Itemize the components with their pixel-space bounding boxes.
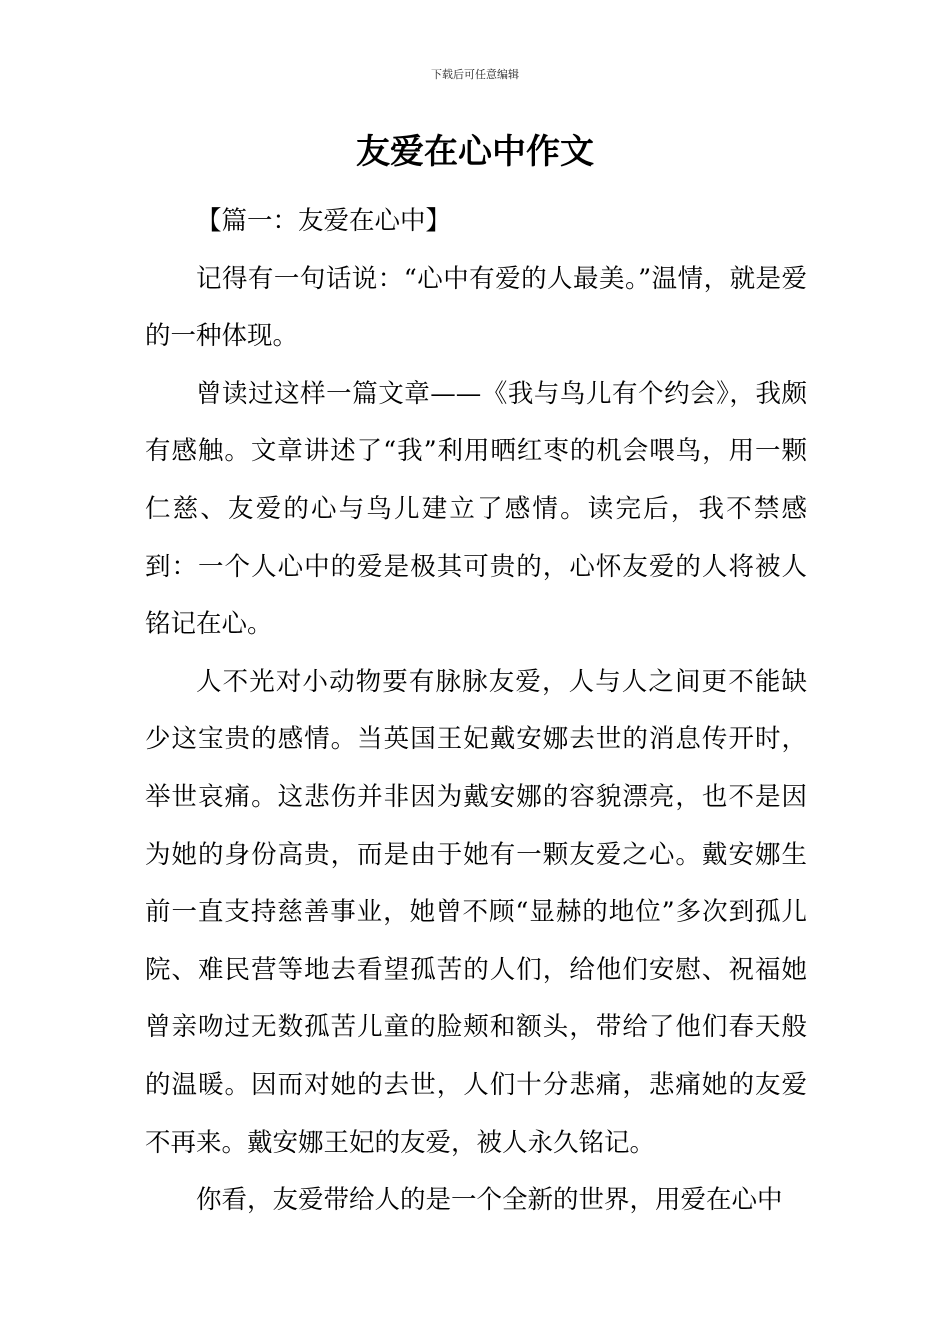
paragraph: 人不光对小动物要有脉脉友爱，人与人之间更不能缺少这宝贵的感情。当英国王妃戴安娜去世的消息传开时，举世哀痛。这悲伤并非因为戴安娜的容貌漂亮，也不是因为她的身份高贵，而是由于她有一颗友爱之心。戴安娜生前一直支持慈善事业，她曾不顾“显赫的地位”多次到孤儿院、难民营等地去看望孤苦的人们，给他们安慰、祝福她曾亲吻过无数孤苦儿童的脸颊和额头，带给了他们春天般的温暖。因而对她的去世，人们十分悲痛，悲痛她的友爱不再来。戴安娜王妃的友爱，被人永久铭记。 bbox=[145, 666, 807, 1158]
paragraph: 记得有一句话说：“心中有爱的人最美。”温情，就是爱的一种体现。 bbox=[145, 263, 807, 352]
header-note: 下载后可任意编辑 bbox=[431, 68, 519, 81]
section-heading: 【篇一：友爱在心中】 bbox=[196, 206, 452, 236]
paragraph: 你看，友爱带给人的是一个全新的世界，用爱在心中 bbox=[196, 1185, 783, 1216]
paragraph: 曾读过这样一篇文章——《我与鸟儿有个约会》，我颇有感触。文章讲述了“我”利用晒红枣的机会喂鸟，用一颗仁慈、友爱的心与鸟儿建立了感情。读完后，我不禁感到：一个人心中的爱是极其可贵的，心怀友爱的人将被人铭记在心。 bbox=[145, 378, 807, 640]
document-body bbox=[145, 193, 807, 1230]
document-title: 友爱在心中作文 bbox=[356, 132, 594, 172]
